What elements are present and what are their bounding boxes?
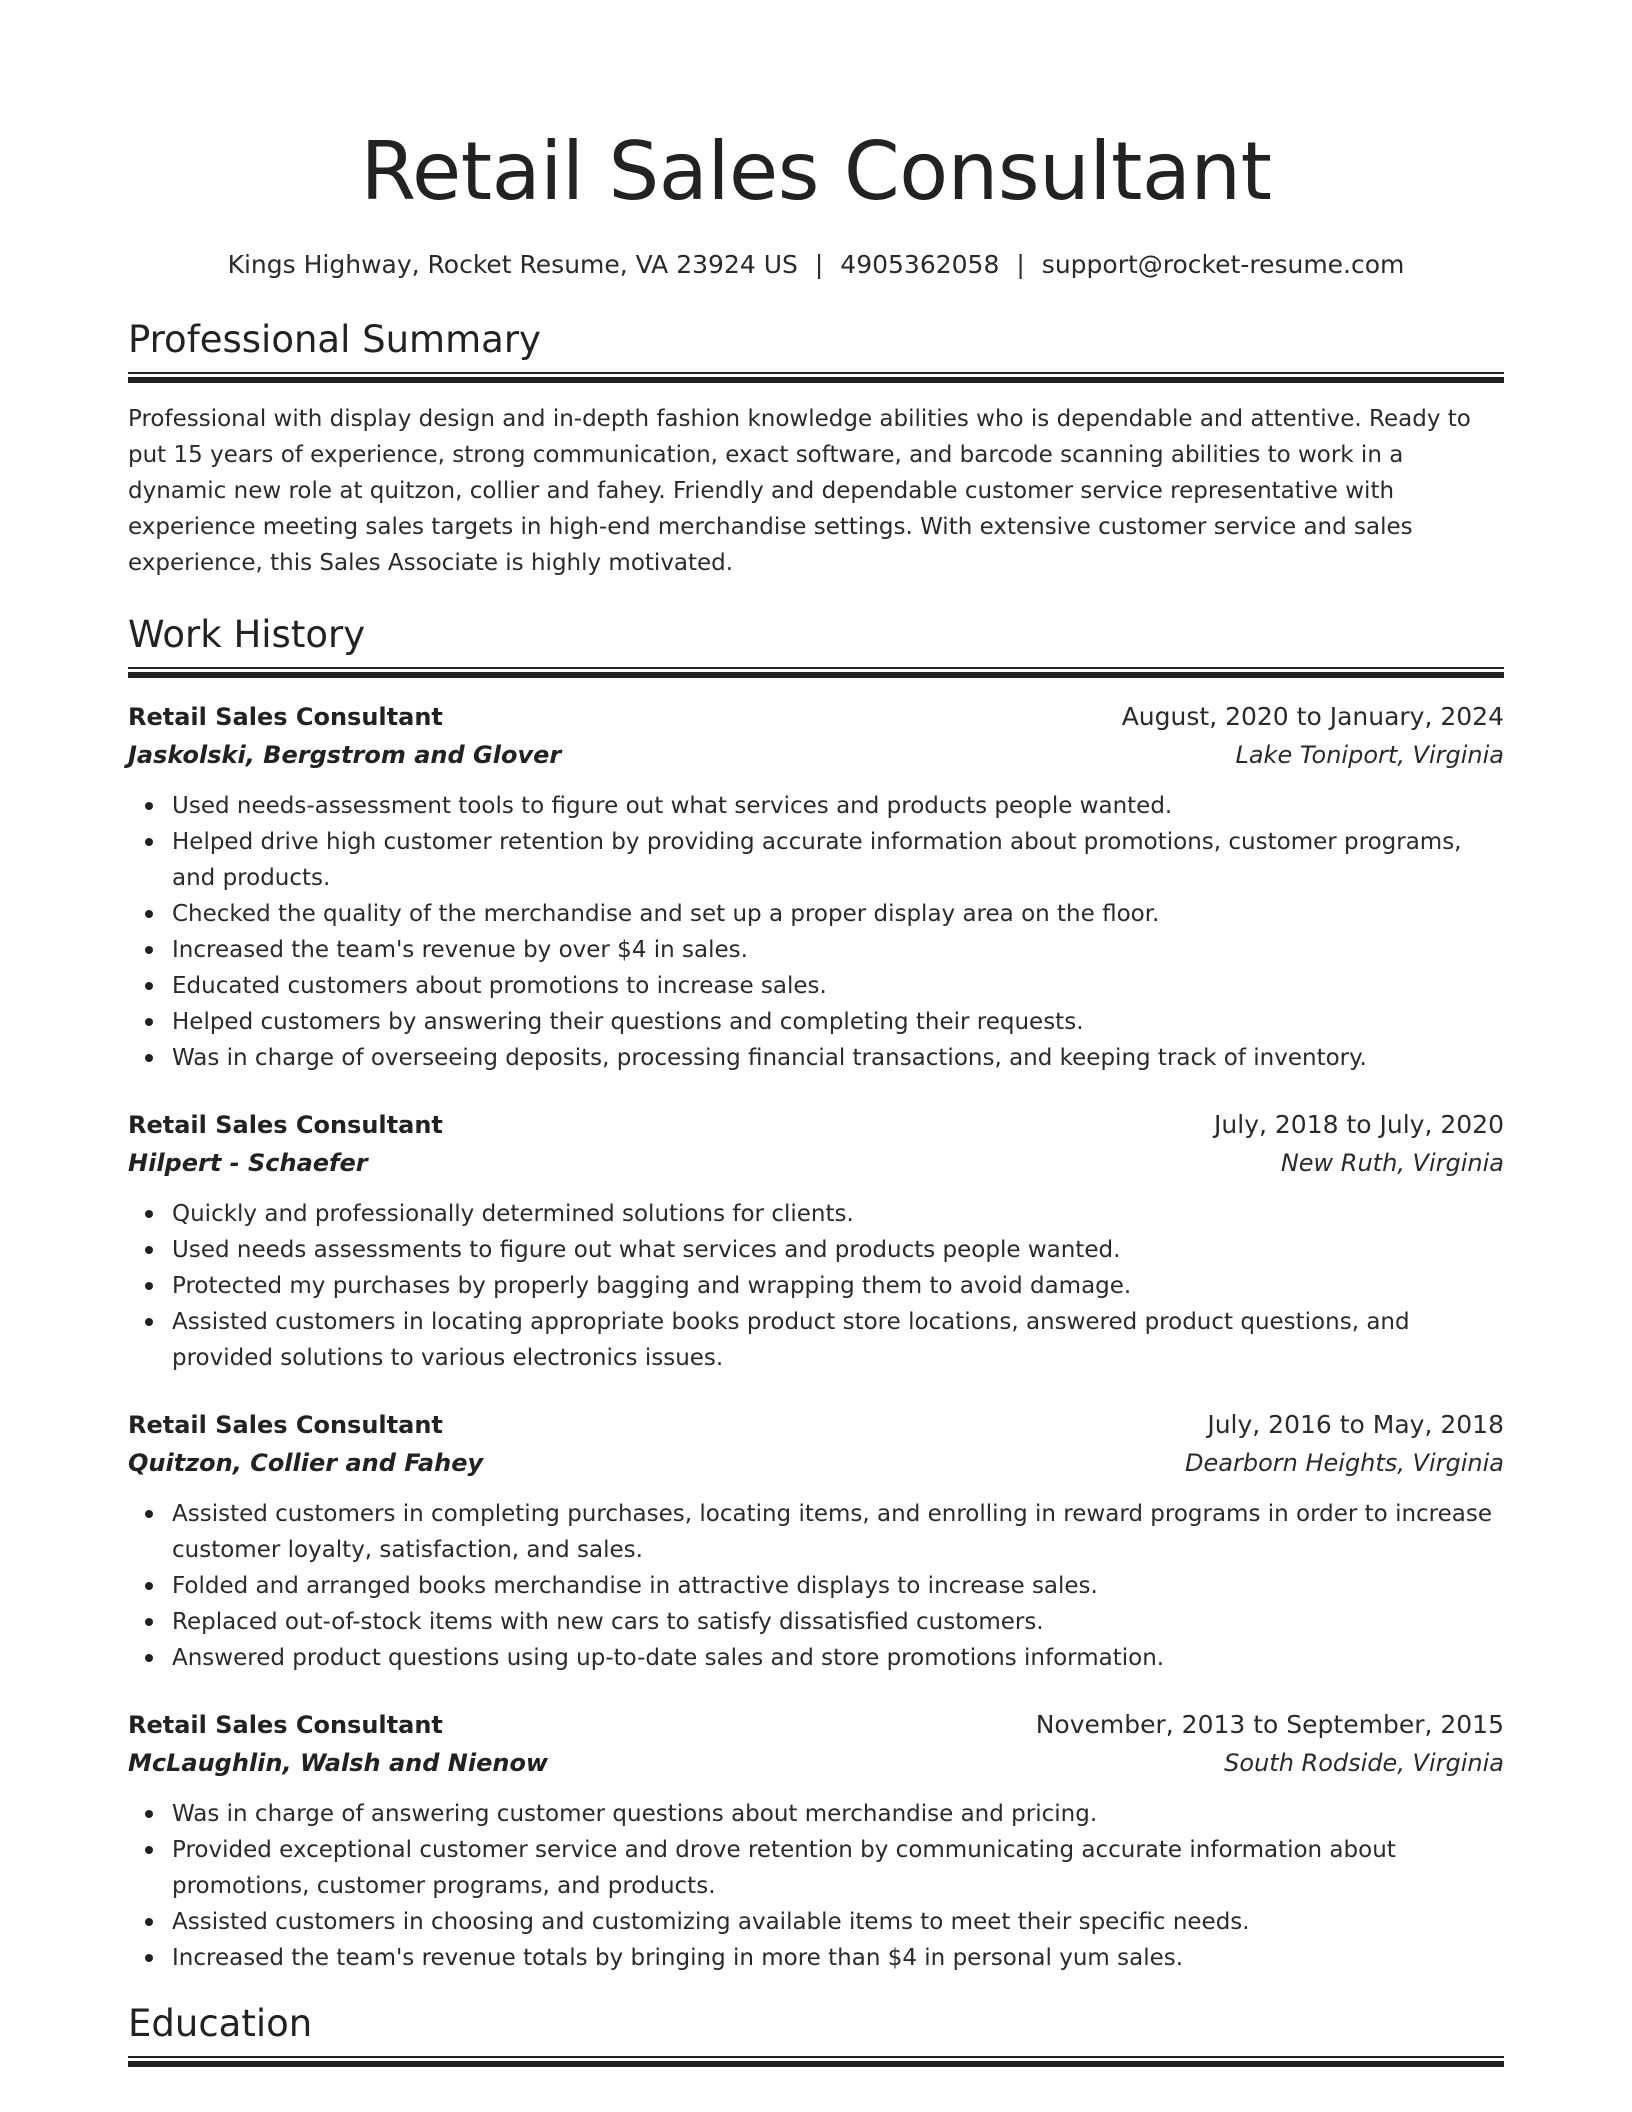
job-bullet: Protected my purchases by properly bagging and wrapping them to avoid damage. xyxy=(172,1268,1504,1304)
contact-line xyxy=(128,248,1504,282)
job-location: Lake Toniport, Virginia xyxy=(1235,741,1504,769)
job-bullet: Assisted customers in choosing and customizing available items to meet their specific needs. xyxy=(172,1904,1504,1940)
job-title: Retail Sales Consultant xyxy=(128,1711,443,1739)
job-company: Jaskolski, Bergstrom and Glover xyxy=(128,741,562,769)
education-section xyxy=(128,2000,1504,2067)
contact-separator: | xyxy=(814,250,824,279)
education-heading: Education xyxy=(128,2002,313,2045)
summary-heading: Professional Summary xyxy=(128,318,541,361)
job-bullet: Provided exceptional customer service and drove retention by communicating accurate information about promotions, customer programs, and products. xyxy=(172,1832,1504,1904)
job-title: Retail Sales Consultant xyxy=(128,703,443,731)
section-divider xyxy=(128,372,1504,383)
job-company-row xyxy=(128,1144,1504,1182)
job-bullet: Was in charge of overseeing deposits, processing financial transactions, and keeping track of inventory. xyxy=(172,1040,1504,1076)
job-bullet: Was in charge of answering customer questions about merchandise and pricing. xyxy=(172,1796,1504,1832)
job-title: Retail Sales Consultant xyxy=(128,1111,443,1139)
job-bullet: Increased the team's revenue by over $4 in sales. xyxy=(172,932,1504,968)
job-dates: November, 2013 to September, 2015 xyxy=(1035,1710,1504,1739)
job-dates: July, 2016 to May, 2018 xyxy=(1207,1410,1504,1439)
job-title: Retail Sales Consultant xyxy=(128,1411,443,1439)
job-bullet: Checked the quality of the merchandise and set up a proper display area on the floor. xyxy=(172,896,1504,932)
job-bullets xyxy=(128,788,1504,1076)
contact-phone: 4905362058 xyxy=(840,250,1000,279)
job-entry xyxy=(128,1406,1504,1676)
summary-text: Professional with display design and in-depth fashion knowledge abilities who is dependable and attentive. Ready to put 15 years of experience, strong communication, exact software, and barcode scanning abilities to work in a dynamic new role at quitzon, collier and fahey. Friendly and dependable customer service representative with experience meeting sales targets in high-end merchandise settings. With extensive customer service and sales experience, this Sales Associate is highly motivated. xyxy=(128,406,1471,576)
job-company-row xyxy=(128,1444,1504,1482)
job-entry xyxy=(128,698,1504,1076)
job-bullets xyxy=(128,1196,1504,1376)
job-company-row xyxy=(128,736,1504,774)
section-divider xyxy=(128,667,1504,678)
job-bullet: Replaced out-of-stock items with new cars to satisfy dissatisfied customers. xyxy=(172,1604,1504,1640)
job-bullet: Quickly and professionally determined solutions for clients. xyxy=(172,1196,1504,1232)
job-header-row xyxy=(128,1106,1504,1144)
contact-address: Kings Highway, Rocket Resume, VA 23924 US xyxy=(227,250,798,279)
job-bullets xyxy=(128,1796,1504,1976)
contact-email: support@rocket-resume.com xyxy=(1041,250,1405,279)
summary-section xyxy=(128,316,1504,581)
job-dates: August, 2020 to January, 2024 xyxy=(1121,702,1504,731)
job-dates: July, 2018 to July, 2020 xyxy=(1214,1110,1504,1139)
job-bullet: Used needs-assessment tools to figure out what services and products people wanted. xyxy=(172,788,1504,824)
job-bullet: Assisted customers in locating appropriate books product store locations, answered product questions, and provided solutions to various electronics issues. xyxy=(172,1304,1504,1376)
section-divider xyxy=(128,2056,1504,2067)
job-location: Dearborn Heights, Virginia xyxy=(1185,1449,1504,1477)
job-bullet: Increased the team's revenue totals by bringing in more than $4 in personal yum sales. xyxy=(172,1940,1504,1976)
job-bullet: Answered product questions using up-to-date sales and store promotions information. xyxy=(172,1640,1504,1676)
job-location: South Rodside, Virginia xyxy=(1224,1749,1504,1777)
job-company: Hilpert - Schaefer xyxy=(128,1149,368,1177)
work-history-heading: Work History xyxy=(128,613,366,656)
job-bullets xyxy=(128,1496,1504,1676)
resume-name: Retail Sales Consultant xyxy=(360,125,1272,218)
job-bullet: Helped customers by answering their questions and completing their requests. xyxy=(172,1004,1504,1040)
job-entry xyxy=(128,1706,1504,1976)
contact-separator: | xyxy=(1016,250,1025,279)
resume-page xyxy=(128,0,1504,2067)
job-bullet: Assisted customers in completing purchases, locating items, and enrolling in reward programs in order to increase customer loyalty, satisfaction, and sales. xyxy=(172,1496,1504,1568)
job-location: New Ruth, Virginia xyxy=(1280,1149,1504,1177)
job-bullet: Educated customers about promotions to increase sales. xyxy=(172,968,1504,1004)
job-bullet: Folded and arranged books merchandise in attractive displays to increase sales. xyxy=(172,1568,1504,1604)
job-bullet: Helped drive high customer retention by providing accurate information about promotions, customer programs, and products. xyxy=(172,824,1504,896)
job-company-row xyxy=(128,1744,1504,1782)
job-header-row xyxy=(128,1706,1504,1744)
job-bullet: Used needs assessments to figure out what services and products people wanted. xyxy=(172,1232,1504,1268)
job-header-row xyxy=(128,698,1504,736)
job-company: McLaughlin, Walsh and Nienow xyxy=(128,1749,549,1777)
work-history-section xyxy=(128,611,1504,1976)
job-header-row xyxy=(128,1406,1504,1444)
job-entry xyxy=(128,1106,1504,1376)
job-company: Quitzon, Collier and Fahey xyxy=(128,1449,484,1477)
